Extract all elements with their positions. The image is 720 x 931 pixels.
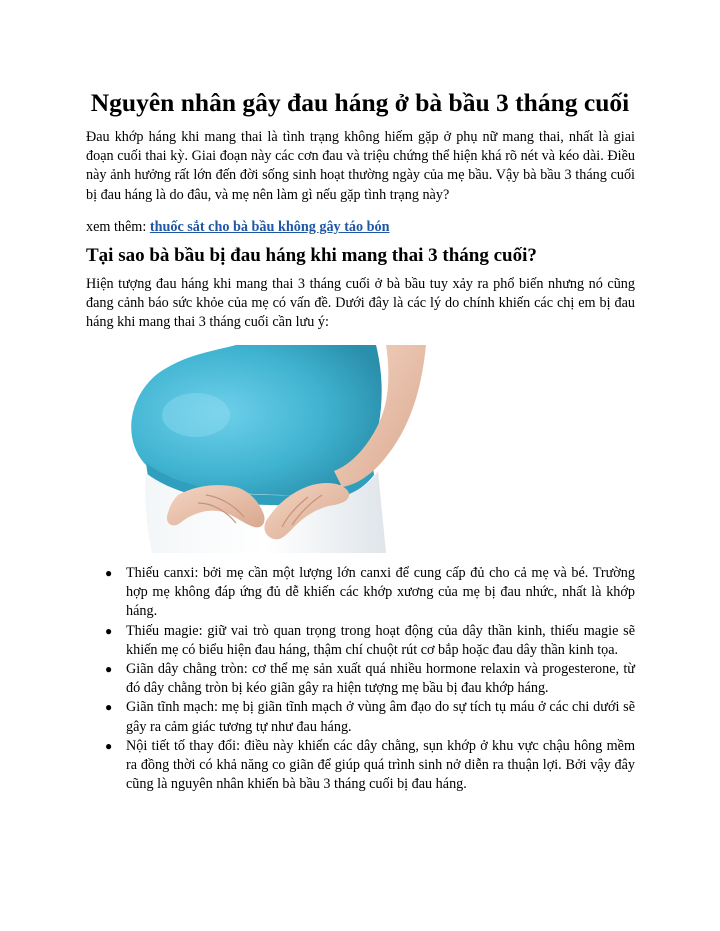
list-item-text: Nội tiết tố thay đổi: điều này khiến các dây chằng, sụn khớp ở khu vực chậu hông mềm ra đồng thời có khả năng co giãn để giúp quá trình sinh nở diễn ra thuận lợi. Bởi vậy đây cũng là nguyên nhân khiến bà bầu 3 tháng cuối bị đau háng. bbox=[126, 737, 635, 793]
page-title: Nguyên nhân gây đau háng ở bà bầu 3 tháng cuối bbox=[90, 88, 630, 117]
list-item-text: Giãn dây chằng tròn: cơ thể mẹ sản xuất quá nhiều hormone relaxin và progesterone, từ đó dây chằng tròn bị kéo giãn gây ra hiện tượng mẹ bầu bị đau khớp háng. bbox=[126, 661, 635, 697]
list-item-hormones bbox=[105, 737, 635, 795]
bullet-dot-icon: ● bbox=[105, 662, 113, 677]
section-heading: Tại sao bà bầu bị đau háng khi mang thai 3 tháng cuối? bbox=[86, 245, 537, 266]
bullet-dot-icon: ● bbox=[105, 623, 113, 638]
section-intro-paragraph: Hiện tượng đau háng khi mang thai 3 tháng cuối ở bà bầu tuy xảy ra phổ biến nhưng nó cũng đang cảnh báo sức khỏe của mẹ có vấn đề. Dưới đây là các lý do chính khiến các chị em bị đau háng khi mang thai 3 tháng cuối cần lưu ý: bbox=[86, 276, 635, 331]
list-item-magnesium bbox=[105, 622, 635, 660]
list-item-text: Giãn tĩnh mạch: mẹ bị giãn tĩnh mạch ở vùng âm đạo do sự tích tụ máu ở các chi dưới sẽ gây ra cảm giác tương tự như đau háng. bbox=[126, 699, 635, 735]
pregnant-woman-illustration bbox=[86, 345, 440, 553]
list-item-calcium bbox=[105, 564, 635, 622]
see-more-link[interactable]: thuốc sắt cho bà bầu không gây táo bón bbox=[149, 219, 390, 235]
bullet-dot-icon: ● bbox=[105, 700, 113, 715]
bullet-dot-icon: ● bbox=[105, 566, 113, 580]
list-item-text: Thiếu canxi: bởi mẹ cần một lượng lớn canxi để cung cấp đủ cho cả mẹ và bé. Trường hợp mẹ không đáp ứng đủ dễ khiến các khớp xương của mẹ bị đau nhức, nhất là khớp háng. bbox=[126, 565, 635, 620]
list-item-varicose-veins bbox=[105, 698, 635, 736]
see-more-prefix: xem thêm: bbox=[86, 219, 150, 235]
see-more-line bbox=[86, 218, 635, 237]
intro-paragraph: Đau khớp háng khi mang thai là tình trạng không hiếm gặp ở phụ nữ mang thai, nhất là giai đoạn cuối thai kỳ. Giai đoạn này các cơn đau và triệu chứng thể hiện khá rõ nét và kéo dài. Điều này ảnh hưởng rất lớn đến đời sống sinh hoạt thường ngày của mẹ bầu. Vậy bà bầu 3 tháng cuối bị đau háng là do đâu, và mẹ nên làm gì nếu gặp tình trạng này? bbox=[86, 129, 635, 203]
pregnant-woman-photo bbox=[86, 345, 440, 553]
causes-list bbox=[105, 564, 635, 794]
list-item-round-ligament bbox=[105, 660, 635, 698]
bullet-dot-icon: ● bbox=[105, 738, 113, 753]
list-item-text: Thiếu magie: giữ vai trò quan trọng trong hoạt động của dây thần kinh, thiếu magie sẽ khiến mẹ có biểu hiện đau háng, thậm chí chuột rút cơ bắp hoặc đau dây thần kinh tọa. bbox=[126, 622, 635, 658]
